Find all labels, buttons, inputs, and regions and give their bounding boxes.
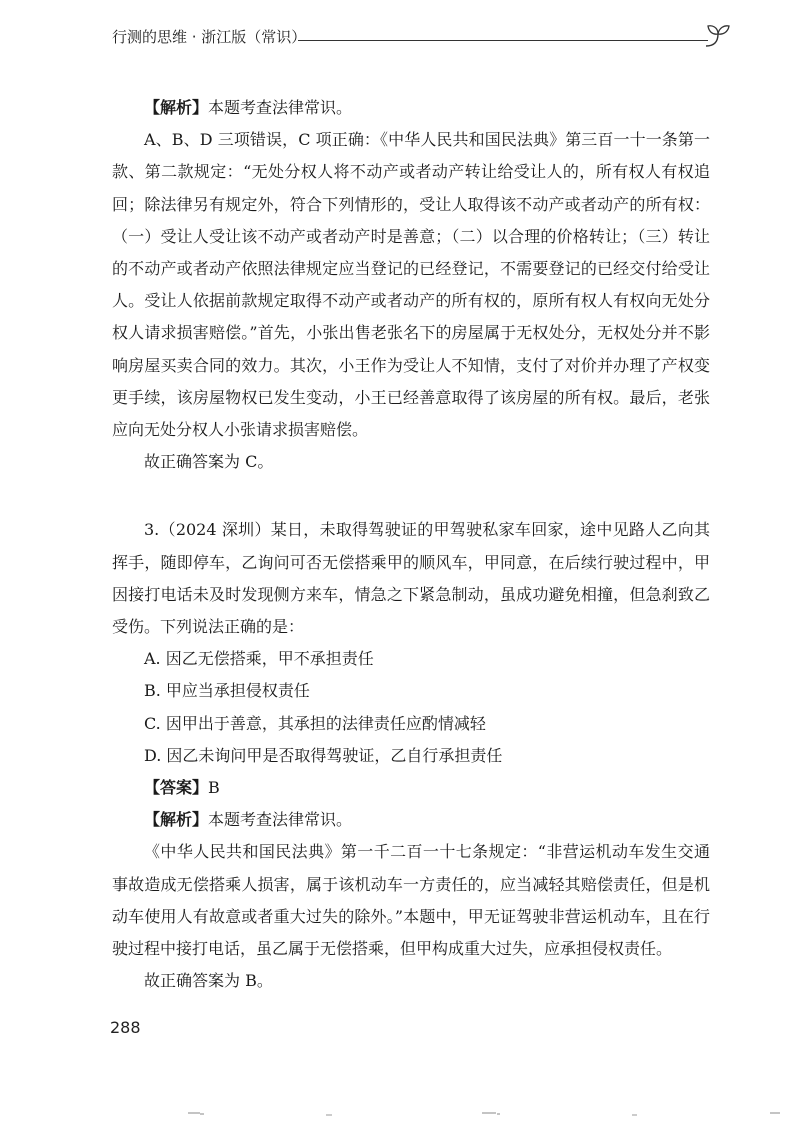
option-d: D. 因乙未询问甲是否取得驾驶证，乙自行承担责任 <box>144 745 503 765</box>
question-stem: 3.（2024 深圳）某日，未取得驾驶证的甲驾驶私家车回家，途中见路人乙向其挥手，随即停车，乙询问可否无偿搭乘甲的顺风车，甲同意，在后续行驶过程中，甲因接打电话未及时发现侧方来车，情急之下紧急制动，虽成功避免相撞，但急刹致乙受伤。下列说法正确的是： <box>112 520 710 637</box>
analysis-paragraph: 《中华人民共和国民法典》第一千二百一十七条规定：“非营运机动车发生交通事故造成无偿搭乘人损害，属于该机动车一方责任的，应当减轻其赔偿责任，但是机动车使用人有故意或者重大过失的除外。”本题中，甲无证驾驶非营运机动车，且在行驶过程中接打电话，虽乙属于无偿搭乘，但甲构成重大过失，应承担侵权责任。 <box>112 842 710 959</box>
scan-artifacts <box>0 1105 800 1125</box>
page-content <box>112 92 710 997</box>
analysis-paragraph: A、B、D 三项错误，C 项正确：《中华人民共和国民法典》第三百一十一条第一款、第二款规定：“无处分权人将不动产或者动产转让给受让人的，所有权人有权追回；除法律另有规定外，符合下列情形的，受让人取得该不动产或者动产的所有权：（一）受让人受让该不动产或者动产时是善意；（二）以合理的价格转让；（三）转让的不动产或者动产依照法律规定应当登记的已经登记，不需要登记的已经交付给受让人。受让人依据前款规定取得不动产或者动产的所有权的，原所有权人有权向无处分权人请求损害赔偿。”首先，小张出售老张名下的房屋属于无权处分，无权处分并不影响房屋买卖合同的效力。其次，小王作为受让人不知情，支付了对价并办理了产权变更手续，该房屋物权已发生变动，小王已经善意取得了该房屋的所有权。最后，老张应向无处分权人小张请求损害赔偿。 <box>112 130 710 440</box>
answer-label: 【答案】 <box>144 778 209 798</box>
conclusion: 故正确答案为 B。 <box>144 971 273 991</box>
conclusion: 故正确答案为 C。 <box>144 452 274 472</box>
option-c: C. 因甲出于善意，其承担的法律责任应酌情减轻 <box>144 713 486 733</box>
header-rule <box>298 40 708 41</box>
analysis-text: 本题考查法律常识。 <box>208 98 353 117</box>
analysis-label: 【解析】 <box>144 98 209 117</box>
running-header <box>112 20 732 56</box>
answer-line <box>112 772 710 804</box>
sprout-icon <box>704 22 732 48</box>
analysis-heading <box>112 804 710 836</box>
page-number: 288 <box>110 1018 141 1037</box>
analysis-label: 【解析】 <box>144 810 209 830</box>
option-a: A. 因乙无偿搭乘，甲不承担责任 <box>144 649 374 669</box>
answer-value: B <box>208 778 220 798</box>
book-title: 行测的思维 · 浙江版（常识） <box>112 28 307 46</box>
option-b: B. 甲应当承担侵权责任 <box>144 681 310 701</box>
section-gap <box>112 478 710 514</box>
analysis-heading <box>112 92 710 124</box>
analysis-text: 本题考查法律常识。 <box>208 810 353 830</box>
